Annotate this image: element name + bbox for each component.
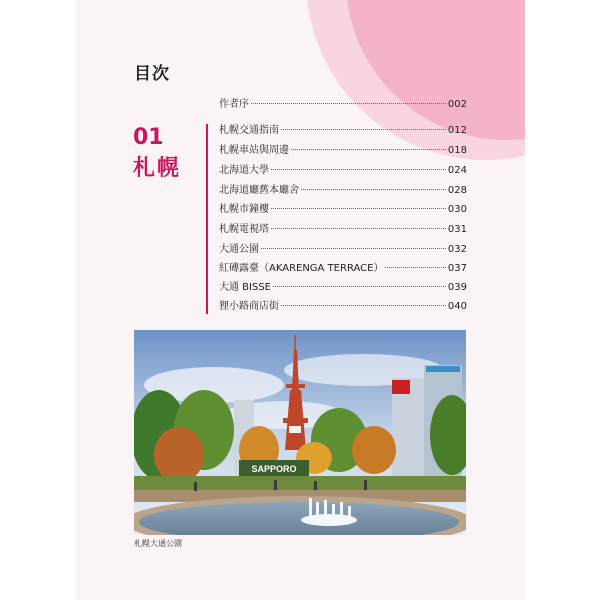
toc-entry[interactable] [219,124,467,138]
toc-leader [271,169,446,170]
toc-entry-label: 札幌交通指南 [219,125,279,136]
book-page [76,0,525,600]
toc-entry[interactable] [219,184,467,198]
toc-entry[interactable] [219,144,467,158]
toc-entry-page: 040 [447,301,467,312]
toc-entry-label: 北海道大學 [219,165,269,176]
toc-entry[interactable] [219,164,467,178]
toc-entry[interactable] [219,203,467,217]
toc-entry-label: 北海道廳舊本廳舍 [219,185,299,196]
toc-leader [261,248,446,249]
chapter-divider [206,124,208,314]
toc-entry-label: 大通 BISSE [219,282,272,293]
toc-entry[interactable] [219,243,467,257]
toc-entry-page: 039 [447,282,467,293]
toc-entry-page: 024 [447,165,467,176]
toc-leader [281,129,446,130]
toc-entry-page: 030 [447,204,467,215]
chapter-name: 札幌 [133,156,182,181]
toc-entry-page: 028 [447,185,467,196]
toc-entry[interactable] [219,223,467,237]
toc-entry-page: 037 [447,263,467,274]
toc-leader [291,149,446,150]
odori-park-photo [134,330,466,535]
toc-leader [385,267,445,268]
toc-entry-page: 031 [447,224,467,235]
toc-entry-page: 032 [447,244,467,255]
toc-entry[interactable] [219,300,467,314]
park-sign-text: SAPPORO [251,464,297,474]
toc-entry-label: 札幌市鐘樓 [219,204,269,215]
toc-leader [271,228,446,229]
toc-entry[interactable] [219,262,467,276]
toc-leader [271,208,446,209]
toc-leader [251,103,446,104]
toc-entry-label: 狸小路商店街 [219,301,279,312]
chapter-number: 01 [133,125,164,150]
toc-title: 目次 [134,64,170,84]
toc-entry-label: 紅磚露臺（AKARENGA TERRACE） [219,263,384,274]
toc-entry-label: 大通公園 [219,244,259,255]
toc-leader [281,305,446,306]
toc-entry-label: 札幌車站與周邊 [219,145,289,156]
toc-entry-page: 002 [447,99,467,110]
toc-leader [273,286,446,287]
toc-entry[interactable] [219,281,467,295]
toc-entry-label: 作者序 [219,99,249,110]
photo-caption: 札幌大通公園 [134,539,182,548]
toc-entry-page: 012 [447,125,467,136]
toc-entry-label: 札幌電視塔 [219,224,269,235]
toc-leader [301,189,446,190]
toc-entry-page: 018 [447,145,467,156]
toc-entry[interactable] [219,98,467,112]
